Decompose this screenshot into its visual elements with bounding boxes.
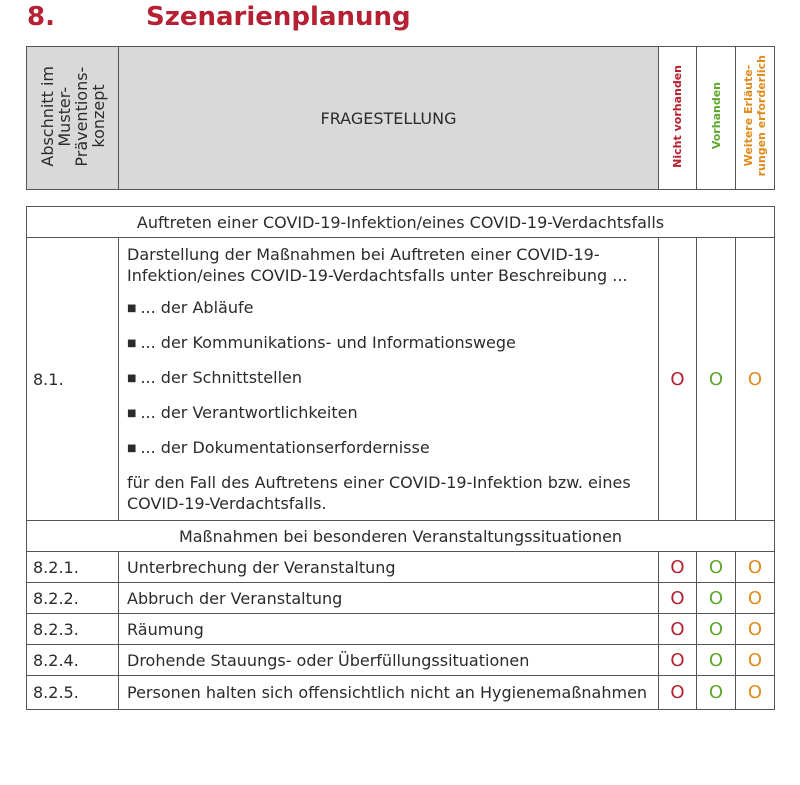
present-checkbox[interactable]: O (697, 552, 736, 583)
question-trail: für den Fall des Auftretens einer COVID-19-Infektion bzw. eines COVID-19-Verdachtsfalls. (127, 473, 631, 513)
chapter-number: 8. (27, 2, 55, 32)
row-question: Drohende Stauungs- oder Überfüllungssituationen (119, 645, 659, 676)
list-item (127, 367, 650, 391)
row-question: Abbruch der Veranstaltung (119, 583, 659, 614)
row-question: Personen halten sich offensichtlich nicht an Hygienemaßnahmen (119, 676, 659, 710)
row-index: 8.2.4. (27, 645, 119, 676)
section-heading-row (27, 207, 775, 238)
table-row (27, 583, 775, 614)
header-not-present-label: Nicht vorhanden (671, 64, 684, 168)
row-index: 8.2.2. (27, 583, 119, 614)
row-question (119, 238, 659, 521)
more-info-checkbox[interactable]: O (736, 238, 775, 521)
row-question: Räumung (119, 614, 659, 645)
bullet-icon: ■ (127, 408, 137, 419)
table-row (27, 676, 775, 710)
not-present-checkbox[interactable]: O (659, 676, 697, 710)
bullet-icon: ■ (127, 303, 137, 314)
list-item-text: ... der Schnittstellen (140, 368, 303, 387)
not-present-checkbox[interactable]: O (659, 645, 697, 676)
not-present-checkbox[interactable]: O (659, 238, 697, 521)
table-row (27, 645, 775, 676)
row-index: 8.1. (27, 238, 119, 521)
header-more-info-column (736, 47, 775, 190)
bullet-icon: ■ (127, 338, 137, 349)
present-checkbox[interactable]: O (697, 238, 736, 521)
list-item-text: ... der Kommunikations- und Informationswege (140, 333, 516, 352)
more-info-checkbox[interactable]: O (736, 552, 775, 583)
header-present-column (697, 47, 736, 190)
more-info-checkbox[interactable]: O (736, 645, 775, 676)
more-info-checkbox[interactable]: O (736, 676, 775, 710)
table-row (27, 238, 775, 521)
header-present-label: Vorhanden (709, 82, 723, 150)
present-checkbox[interactable]: O (697, 676, 736, 710)
list-item (127, 402, 650, 426)
checklist-table (26, 206, 775, 710)
header-more-info-label: Weitere Erläute- rungen erforderlich (742, 55, 768, 177)
section-heading-row (27, 521, 775, 552)
header-question-label: FRAGESTELLUNG (320, 108, 457, 128)
section-heading: Auftreten einer COVID-19-Infektion/eines COVID-19-Verdachtsfalls (27, 207, 775, 238)
more-info-checkbox[interactable]: O (736, 614, 775, 645)
page-heading (0, 2, 800, 38)
question-lead: Darstellung der Maßnahmen bei Auftreten einer COVID-19-Infektion/eines COVID-19-Verdachtsfalls unter Beschreibung ... (127, 245, 628, 285)
header-not-present-column (659, 47, 697, 190)
row-index: 8.2.5. (27, 676, 119, 710)
section-heading: Maßnahmen bei besonderen Veranstaltungssituationen (27, 521, 775, 552)
header-table (26, 46, 775, 190)
header-section-column (27, 47, 119, 190)
present-checkbox[interactable]: O (697, 583, 736, 614)
list-item (127, 332, 650, 356)
table-row (27, 614, 775, 645)
not-present-checkbox[interactable]: O (659, 583, 697, 614)
list-item-text: ... der Abläufe (140, 298, 254, 317)
not-present-checkbox[interactable]: O (659, 552, 697, 583)
chapter-title: Szenarienplanung (146, 2, 411, 32)
list-item-text: ... der Verantwortlichkeiten (140, 403, 358, 422)
row-index: 8.2.3. (27, 614, 119, 645)
list-item (127, 297, 650, 321)
bullet-icon: ■ (127, 443, 137, 454)
more-info-checkbox[interactable]: O (736, 583, 775, 614)
not-present-checkbox[interactable]: O (659, 614, 697, 645)
header-section-label: Abschnitt im Muster- Präventions- konzept (37, 65, 108, 167)
list-item (127, 437, 650, 461)
row-question: Unterbrechung der Veranstaltung (119, 552, 659, 583)
present-checkbox[interactable]: O (697, 614, 736, 645)
header-question-column (119, 47, 659, 190)
table-row (27, 552, 775, 583)
row-index: 8.2.1. (27, 552, 119, 583)
list-item-text: ... der Dokumentationserfordernisse (140, 438, 430, 457)
bullet-icon: ■ (127, 373, 137, 384)
present-checkbox[interactable]: O (697, 645, 736, 676)
